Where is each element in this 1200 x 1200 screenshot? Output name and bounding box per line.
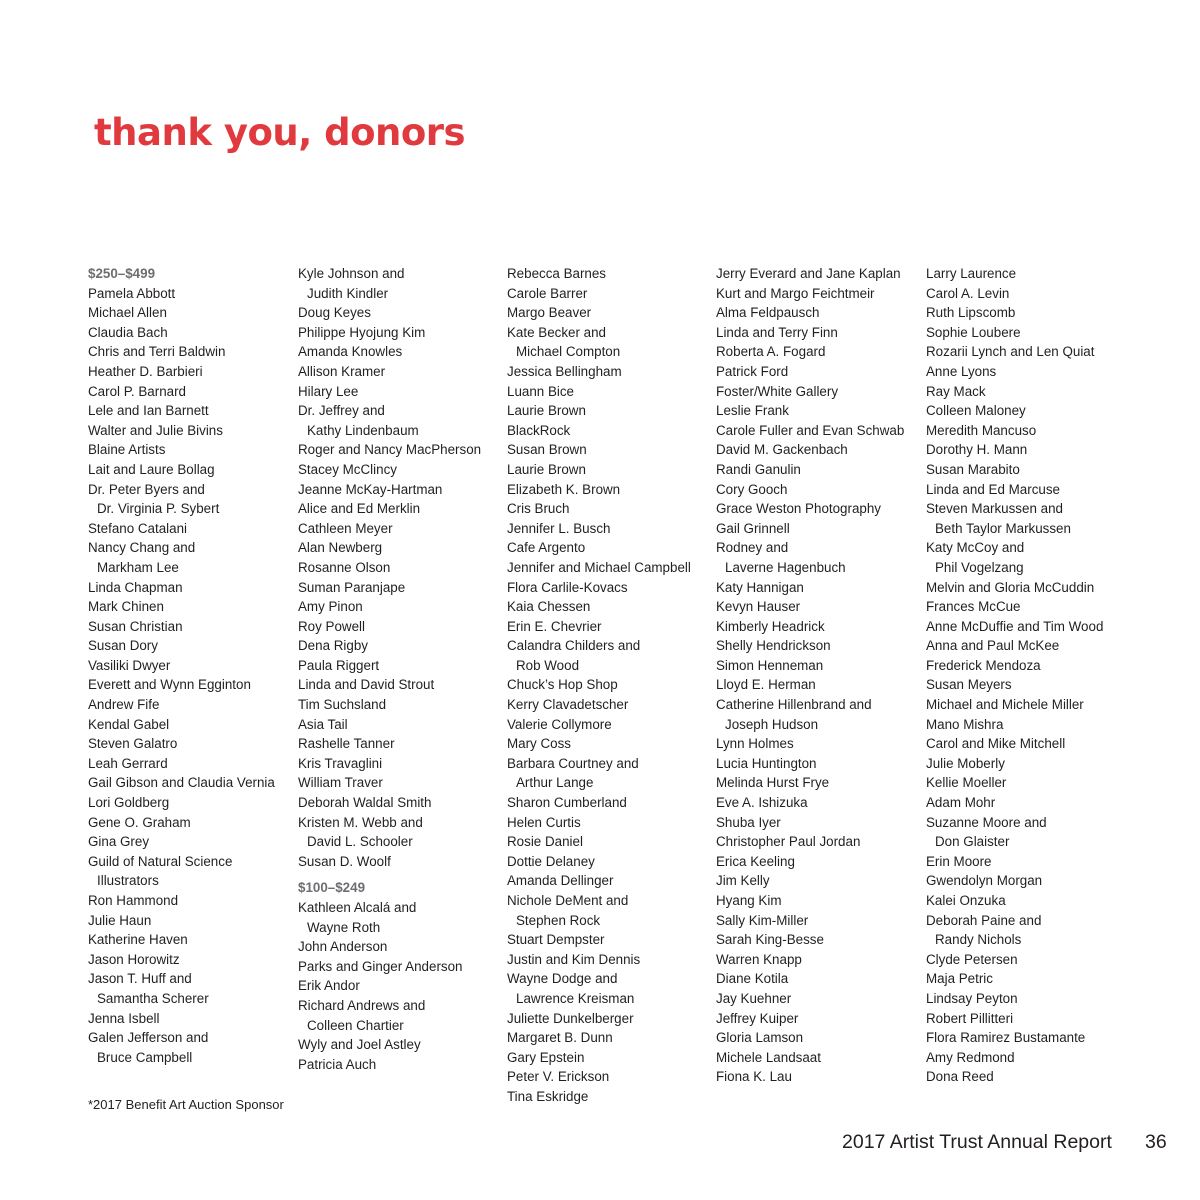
donor-name: Helen Curtis <box>507 814 581 830</box>
donor-name: Suzanne Moore and <box>926 814 1047 830</box>
donor-name-continuation: Colleen Chartier <box>307 1017 404 1033</box>
donor-name: Tim Suchsland <box>298 697 387 713</box>
donor-name: Ruth Lipscomb <box>926 305 1016 321</box>
donor-name-continuation: Don Glaister <box>935 834 1010 850</box>
donor-name: Suman Paranjape <box>298 579 406 595</box>
donor-name: Steven Galatro <box>88 736 178 752</box>
donor-name: Clyde Petersen <box>926 951 1018 967</box>
donor-name-continuation: Lawrence Kreisman <box>516 990 635 1006</box>
donor-name: Katherine Haven <box>88 932 188 948</box>
donor-name: Juliette Dunkelberger <box>507 1010 634 1026</box>
donor-name: Philippe Hyojung Kim <box>298 324 426 340</box>
donor-name: Frances McCue <box>926 599 1021 615</box>
donor-name: Dr. Peter Byers and <box>88 481 205 497</box>
donor-name: Carole Barrer <box>507 285 588 301</box>
donor-name: Kendal Gabel <box>88 716 170 732</box>
donor-name: Nancy Chang and <box>88 540 196 556</box>
donor-name: Wayne Dodge and <box>507 971 618 987</box>
donor-column-1 <box>88 264 293 1067</box>
donor-name: Ron Hammond <box>88 893 179 908</box>
donor-name: Gail Gibson and Claudia Vernia <box>88 775 275 791</box>
donor-name: Anne McDuffie and Tim Wood <box>926 618 1104 634</box>
donor-name: Kerry Clavadetscher <box>507 697 629 713</box>
donor-name: Linda and Terry Finn <box>716 324 838 340</box>
donor-name: Lloyd E. Herman <box>716 677 816 693</box>
donor-name: Frederick Mendoza <box>926 657 1041 673</box>
donor-name: Jay Kuehner <box>716 990 792 1006</box>
donor-name: Sally Kim-Miller <box>716 912 809 928</box>
donor-name: Gary Epstein <box>507 1049 585 1065</box>
donor-name: Asia Tail <box>298 716 348 732</box>
donor-name: Julie Haun <box>88 912 152 928</box>
donor-name: Mark Chinen <box>88 599 164 615</box>
donor-name: Sharon Cumberland <box>507 795 627 811</box>
donor-name: David M. Gackenbach <box>716 442 848 458</box>
donor-name: Shuba Iyer <box>716 814 781 830</box>
donor-name-continuation: Bruce Campbell <box>97 1049 193 1065</box>
donor-name: Rosanne Olson <box>298 559 391 575</box>
donor-name-continuation: Arthur Lange <box>516 775 594 791</box>
donor-name-continuation: Judith Kindler <box>307 285 389 301</box>
donor-name: Adam Mohr <box>926 795 996 811</box>
donor-name: Roberta A. Fogard <box>716 344 826 360</box>
donor-name: Carol and Mike Mitchell <box>926 736 1066 752</box>
donor-name: Mano Mishra <box>926 716 1004 732</box>
section-heading: $250–$499 <box>88 266 156 281</box>
donor-name: Gloria Lamson <box>716 1030 804 1046</box>
donor-name: Jennifer and Michael Campbell <box>507 559 691 575</box>
donor-name: Kaia Chessen <box>507 599 591 615</box>
donor-name: Katy Hannigan <box>716 579 804 595</box>
donor-name: Wyly and Joel Astley <box>298 1037 421 1053</box>
donor-name: Kristen M. Webb and <box>298 814 423 830</box>
donor-name: Doug Keyes <box>298 305 371 321</box>
donor-name: Peter V. Erickson <box>507 1069 610 1085</box>
donor-column-4 <box>716 264 921 1087</box>
donor-name: Ray Mack <box>926 383 986 399</box>
donor-name: Susan D. Woolf <box>298 853 391 869</box>
donor-name: Luann Bice <box>507 383 575 399</box>
donor-name: Anne Lyons <box>926 363 997 379</box>
donor-name: Dottie Delaney <box>507 853 595 869</box>
donor-name: Linda and David Strout <box>298 677 435 693</box>
donor-name: Erica Keeling <box>716 853 795 869</box>
donor-name: Nichole DeMent and <box>507 893 629 908</box>
donor-name: Sophie Loubere <box>926 324 1021 340</box>
donor-name: Everett and Wynn Egginton <box>88 677 251 693</box>
donor-name: Erin E. Chevrier <box>507 618 602 634</box>
donor-name: Flora Carlile-Kovacs <box>507 579 628 595</box>
donor-name-continuation: Kathy Lindenbaum <box>307 422 419 438</box>
donor-name: Amy Pinon <box>298 599 363 615</box>
donor-name: Hilary Lee <box>298 383 359 399</box>
donor-name: Pamela Abbott <box>88 285 176 301</box>
donor-name: Chuck’s Hop Shop <box>507 677 618 693</box>
donor-name: Roger and Nancy MacPherson <box>298 442 482 458</box>
donor-name: Heather D. Barbieri <box>88 363 203 379</box>
donor-name: Linda and Ed Marcuse <box>926 481 1060 497</box>
donor-name: Dena Rigby <box>298 638 368 654</box>
donor-name: Lucia Huntington <box>716 755 817 771</box>
donor-name: John Anderson <box>298 939 388 955</box>
donor-name-continuation: Illustrators <box>97 873 159 889</box>
donor-name: Elizabeth K. Brown <box>507 481 621 497</box>
donor-name: Jason Horowitz <box>88 951 180 967</box>
donor-name-continuation: Rob Wood <box>516 657 580 673</box>
donor-name: Allison Kramer <box>298 363 386 379</box>
report-title: 2017 Artist Trust Annual Report <box>842 1131 1112 1153</box>
donor-name: Mary Coss <box>507 736 571 752</box>
donor-name: Barbara Courtney and <box>507 755 639 771</box>
donor-name: Kate Becker and <box>507 324 607 340</box>
donor-name: Gail Grinnell <box>716 520 790 536</box>
donor-name: Jenna Isbell <box>88 1010 160 1026</box>
donor-column-5 <box>926 264 1131 1087</box>
donor-name: Richard Andrews and <box>298 997 426 1013</box>
donor-name: Kevyn Hauser <box>716 599 801 615</box>
donor-column-2 <box>298 264 503 1074</box>
donor-name: Amy Redmond <box>926 1049 1015 1065</box>
donor-name: Erin Moore <box>926 853 992 869</box>
donor-name: Walter and Julie Bivins <box>88 422 223 438</box>
donor-name: Claudia Bach <box>88 324 168 340</box>
donor-name-continuation: Stephen Rock <box>516 912 601 928</box>
donor-name: Rebecca Barnes <box>507 266 606 281</box>
donor-name: Kathleen Alcalá and <box>298 900 417 915</box>
donor-name: Susan Marabito <box>926 461 1020 477</box>
donor-name-continuation: Beth Taylor Markussen <box>935 520 1071 536</box>
donor-name: Cris Bruch <box>507 501 570 517</box>
donor-name-continuation: David L. Schooler <box>307 834 413 850</box>
donor-name: Parks and Ginger Anderson <box>298 958 463 974</box>
donor-name: Lele and Ian Barnett <box>88 403 209 419</box>
donor-name: Cafe Argento <box>507 540 586 556</box>
donor-name: Susan Christian <box>88 618 183 634</box>
donor-name: Grace Weston Photography <box>716 501 881 517</box>
donor-name: Gene O. Graham <box>88 814 191 830</box>
donor-name: Alma Feldpausch <box>716 305 820 321</box>
donor-name: Patricia Auch <box>298 1056 377 1072</box>
donor-name: Lindsay Peyton <box>926 990 1018 1006</box>
donor-name: Melinda Hurst Frye <box>716 775 830 791</box>
donor-name: Eve A. Ishizuka <box>716 795 808 811</box>
donor-name: Larry Laurence <box>926 266 1017 281</box>
donor-name-continuation: Dr. Virginia P. Sybert <box>97 501 220 517</box>
donor-name: Susan Brown <box>507 442 587 458</box>
donor-name: Julie Moberly <box>926 755 1005 771</box>
donor-name: Alan Newberg <box>298 540 383 556</box>
donor-name: Gina Grey <box>88 834 150 850</box>
donor-name-continuation: Markham Lee <box>97 559 179 575</box>
donor-name: Stefano Catalani <box>88 520 188 536</box>
donor-name: Colleen Maloney <box>926 403 1026 419</box>
section-heading: $100–$249 <box>298 880 366 896</box>
donor-name: Deborah Waldal Smith <box>298 795 432 811</box>
donor-name: Margo Beaver <box>507 305 592 321</box>
donor-name: Chris and Terri Baldwin <box>88 344 226 360</box>
donor-name: Galen Jefferson and <box>88 1030 209 1046</box>
donor-name: Stacey McClincy <box>298 461 397 477</box>
page-title: thank you, donors <box>94 111 466 154</box>
donor-name: Laurie Brown <box>507 461 586 477</box>
donor-name: Dona Reed <box>926 1069 994 1085</box>
donor-name: Tina Eskridge <box>507 1088 589 1104</box>
donor-name: Kurt and Margo Feichtmeir <box>716 285 875 301</box>
donor-name: Kyle Johnson and <box>298 266 405 281</box>
donor-name: Fiona K. Lau <box>716 1069 792 1085</box>
donor-name: Valerie Collymore <box>507 716 612 732</box>
donor-name: Hyang Kim <box>716 893 782 908</box>
donor-name: Roy Powell <box>298 618 365 634</box>
donor-name: Guild of Natural Science <box>88 853 233 869</box>
donor-name-continuation: Samantha Scherer <box>97 990 209 1006</box>
donor-name: Lait and Laure Bollag <box>88 461 215 477</box>
donor-name-continuation: Randy Nichols <box>935 932 1022 948</box>
donor-name: Paula Riggert <box>298 657 380 673</box>
donor-name: Jessica Bellingham <box>507 363 622 379</box>
donor-name: Jeanne McKay-Hartman <box>298 481 443 497</box>
donor-name: Lynn Holmes <box>716 736 794 752</box>
donor-name: Blaine Artists <box>88 442 166 458</box>
donor-name: Christopher Paul Jordan <box>716 834 861 850</box>
donor-name: Michael Allen <box>88 305 167 321</box>
donor-name: Margaret B. Dunn <box>507 1030 613 1046</box>
donor-name: Randi Ganulin <box>716 461 801 477</box>
donor-name: Alice and Ed Merklin <box>298 501 421 517</box>
donor-name: Amanda Dellinger <box>507 873 614 889</box>
donor-name: William Traver <box>298 775 383 791</box>
donor-name: Justin and Kim Dennis <box>507 951 641 967</box>
donor-name-continuation: Michael Compton <box>516 344 621 360</box>
donor-name: Robert Pillitteri <box>926 1010 1014 1026</box>
donor-name: Jim Kelly <box>716 873 770 889</box>
donor-name: Rashelle Tanner <box>298 736 395 752</box>
donor-name: Erik Andor <box>298 978 360 994</box>
donor-name: Shelly Hendrickson <box>716 638 831 654</box>
donor-name: Leslie Frank <box>716 403 789 419</box>
donor-name: Vasiliki Dwyer <box>88 657 171 673</box>
donor-name: Carole Fuller and Evan Schwab <box>716 422 905 438</box>
donor-name: Flora Ramirez Bustamante <box>926 1030 1086 1046</box>
donor-name-continuation: Wayne Roth <box>307 919 381 935</box>
donor-name: Jason T. Huff and <box>88 971 192 987</box>
donor-name: Stuart Dempster <box>507 932 605 948</box>
donor-name: Kimberly Headrick <box>716 618 825 634</box>
donor-name: Gwendolyn Morgan <box>926 873 1043 889</box>
donor-name: Anna and Paul McKee <box>926 638 1060 654</box>
donor-name: Leah Gerrard <box>88 755 168 771</box>
donor-name: Deborah Paine and <box>926 912 1042 928</box>
footnote: *2017 Benefit Art Auction Sponsor <box>88 1097 284 1112</box>
donor-name: Jeffrey Kuiper <box>716 1010 799 1026</box>
donor-name: Cory Gooch <box>716 481 788 497</box>
donor-name: Meredith Mancuso <box>926 422 1037 438</box>
donor-name: Andrew Fife <box>88 697 160 713</box>
donor-name: Kellie Moeller <box>926 775 1007 791</box>
page-number: 36 <box>1145 1131 1167 1153</box>
donor-name: Diane Kotila <box>716 971 789 987</box>
donor-name: Jennifer L. Busch <box>507 520 611 536</box>
donor-name: Steven Markussen and <box>926 501 1063 517</box>
donor-name: Patrick Ford <box>716 363 789 379</box>
donor-name: Amanda Knowles <box>298 344 403 360</box>
donor-name: Dr. Jeffrey and <box>298 403 385 419</box>
donor-name: Simon Henneman <box>716 657 824 673</box>
donor-name: Rosie Daniel <box>507 834 583 850</box>
donor-name: Michele Landsaat <box>716 1049 821 1065</box>
donor-column-3 <box>507 264 712 1107</box>
donor-name-continuation: Joseph Hudson <box>725 716 819 732</box>
donor-name: Carol P. Barnard <box>88 383 187 399</box>
donor-name: Katy McCoy and <box>926 540 1025 556</box>
donor-name: BlackRock <box>507 422 571 438</box>
donor-name: Michael and Michele Miller <box>926 697 1084 713</box>
donor-name: Melvin and Gloria McCuddin <box>926 579 1095 595</box>
donor-name: Cathleen Meyer <box>298 520 393 536</box>
donor-name: Foster/White Gallery <box>716 383 839 399</box>
donor-name: Maja Petric <box>926 971 993 987</box>
donor-name: Carol A. Levin <box>926 285 1010 301</box>
donor-name: Rodney and <box>716 540 789 556</box>
donor-name: Linda Chapman <box>88 579 183 595</box>
donor-name: Warren Knapp <box>716 951 802 967</box>
donor-name: Kalei Onzuka <box>926 893 1006 908</box>
donor-name: Jerry Everard and Jane Kaplan <box>716 266 901 281</box>
donor-name: Dorothy H. Mann <box>926 442 1028 458</box>
donor-name: Lori Goldberg <box>88 795 170 811</box>
donor-name: Kris Travaglini <box>298 755 383 771</box>
donor-name: Susan Dory <box>88 638 158 654</box>
donor-name: Catherine Hillenbrand and <box>716 697 872 713</box>
donor-name: Susan Meyers <box>926 677 1012 693</box>
donor-name-continuation: Phil Vogelzang <box>935 559 1024 575</box>
donor-name-continuation: Laverne Hagenbuch <box>725 559 846 575</box>
donor-name: Sarah King-Besse <box>716 932 824 948</box>
donor-name: Calandra Childers and <box>507 638 641 654</box>
donor-name: Rozarii Lynch and Len Quiat <box>926 344 1095 360</box>
donor-name: Laurie Brown <box>507 403 586 419</box>
